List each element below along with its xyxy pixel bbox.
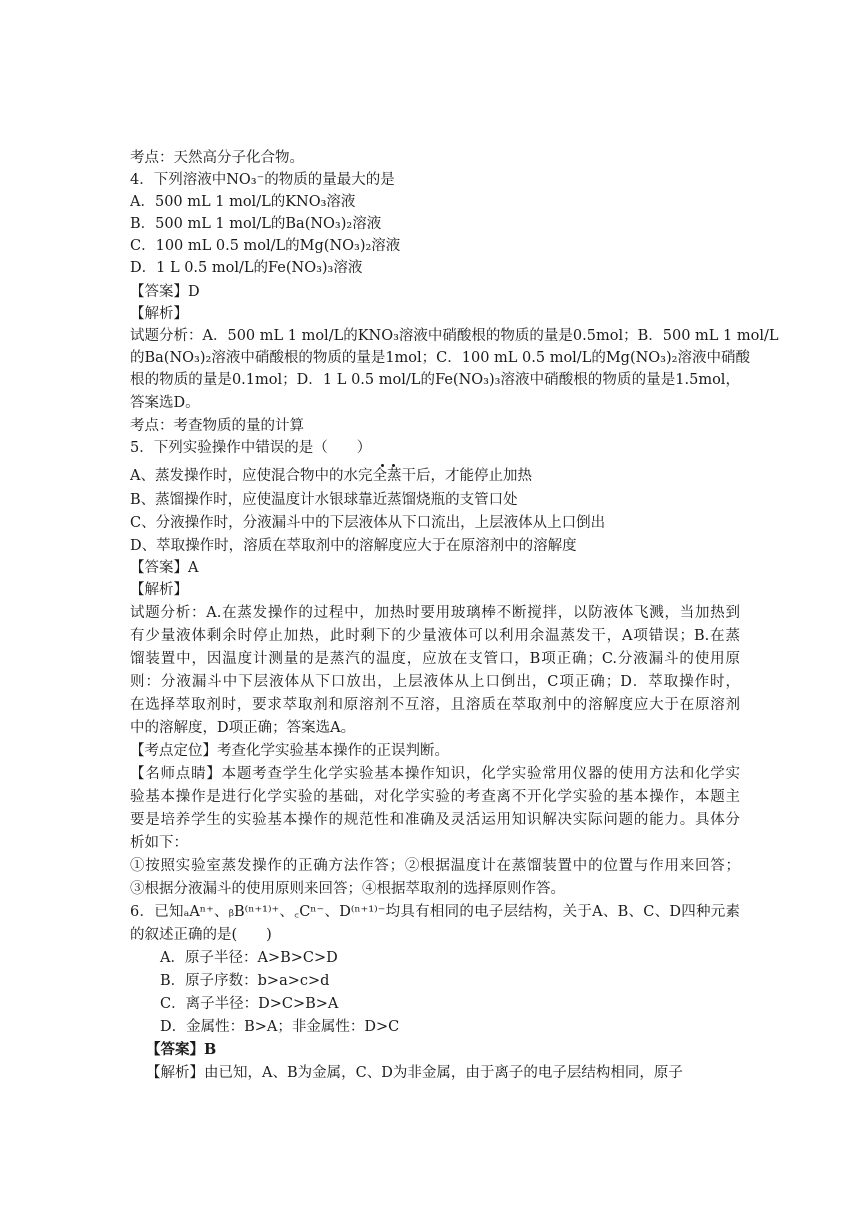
knowledge-point: 考点：考查物质的量的计算 — [130, 418, 304, 434]
analysis-label: 【解析】 — [130, 306, 188, 322]
teacher-comment: 验基本操作是进行化学实验的基础，对化学实验的考查离不开化学实验的基本操作，本题主 — [130, 789, 740, 805]
analysis-text: 试题分析：A．500 mL 1 mol/L的KNO₃溶液中硝酸根的物质的量是0.5mol；B．500 mL 1 mol/L — [130, 328, 779, 344]
answer-line: 【答案】A — [130, 560, 199, 576]
question-6-stem: 6．已知ₐAⁿ⁺、ᵦB⁽ⁿ⁺¹⁾⁺、꜀Cⁿ⁻、D⁽ⁿ⁺¹⁾⁻均具有相同的电子层结构，关于A、B、C、D四种元素 — [130, 904, 740, 920]
option-b: B、蒸馏操作时，应使温度计水银球靠近蒸馏烧瓶的支管口处 — [130, 492, 518, 508]
analysis-text: 的Ba(NO₃)₂溶液中硝酸根的物质的量是1mol；C．100 mL 0.5 mol/L的Mg(NO₃)₂溶液中硝酸 — [130, 350, 750, 366]
analysis-text: 则：分液漏斗中下层液体从下口放出，上层液体从上口倒出，C项正确；D．萃取操作时， — [130, 674, 740, 690]
teacher-comment: 【名师点睛】本题考查学生化学实验基本操作知识，化学实验常用仪器的使用方法和化学实 — [130, 766, 740, 782]
option-a: A．500 mL 1 mol/L的KNO₃溶液 — [130, 194, 356, 210]
option-b: B．500 mL 1 mol/L的Ba(NO₃)₂溶液 — [130, 216, 382, 232]
analysis-text: 【解析】由已知，A、B为金属，C、D为非金属，由于离子的电子层结构相同，原子 — [146, 1065, 683, 1081]
option-b: B．原子序数：b>a>c>d — [160, 973, 330, 989]
question-5-stem: 5．下列实验操作中错误的是（ ） — [130, 440, 372, 456]
option-a: A、蒸发操作时，应使混合物中的水完全蒸干后，才能停止加热 — [130, 468, 532, 484]
answer-line: 【答案】D — [130, 284, 200, 300]
exam-point: 【考点定位】考查化学实验基本操作的正误判断。 — [130, 743, 449, 759]
question-6-stem: 的叙述正确的是( ) — [130, 927, 272, 943]
option-d: D．1 L 0.5 mol/L的Fe(NO₃)₃溶液 — [130, 260, 363, 276]
option-d: D、萃取操作时，溶质在萃取剂中的溶解度应大于在原溶剂中的溶解度 — [130, 538, 577, 554]
analysis-text: 答案选D。 — [130, 395, 200, 411]
analysis-text: 有少量液体剩余时停止加热，此时剩下的少量液体可以利用余温蒸发干，A项错误；B.在蒸 — [130, 628, 740, 644]
teacher-comment: ③根据分液漏斗的使用原则来回答；④根据萃取剂的选择原则作答。 — [130, 881, 565, 897]
analysis-label: 【解析】 — [130, 582, 188, 598]
question-4-stem: 4．下列溶液中NO₃⁻的物质的量最大的是 — [130, 172, 395, 188]
teacher-comment: 要是培养学生的实验基本操作的规范性和准确及灵活运用知识解决实际问题的能力。具体分 — [130, 812, 740, 828]
option-d: D．金属性：B>A；非金属性：D>C — [160, 1019, 400, 1035]
text-line: 考点：天然高分子化合物。 — [130, 150, 304, 166]
analysis-text: 根的物质的量是0.1mol；D．1 L 0.5 mol/L的Fe(NO₃)₃溶液中硝酸根的物质的量是1.5mol， — [130, 372, 740, 388]
analysis-text: 馏装置中，因温度计测量的是蒸汽的温度，应放在支管口，B项正确；C.分液漏斗的使用原 — [130, 651, 740, 667]
option-a: A．原子半径：A>B>C>D — [160, 950, 338, 966]
answer-line: 【答案】B — [146, 1041, 217, 1058]
teacher-comment: ①按照实验室蒸发操作的正确方法作答；②根据温度计在蒸馏装置中的位置与作用来回答； — [130, 858, 740, 874]
teacher-comment: 析如下： — [130, 835, 188, 851]
option-c: C、分液操作时，分液漏斗中的下层液体从下口流出，上层液体从上口倒出 — [130, 515, 606, 531]
analysis-text: 中的溶解度，D项正确；答案选A。 — [130, 720, 356, 736]
analysis-text: 在选择萃取剂时，要求萃取剂和原溶剂不互溶，且溶质在萃取剂中的溶解度应大于在原溶剂 — [130, 697, 740, 713]
option-c: C．100 mL 0.5 mol/L的Mg(NO₃)₂溶液 — [130, 238, 401, 254]
analysis-text: 试题分析：A.在蒸发操作的过程中，加热时要用玻璃棒不断搅拌，以防液体飞溅，当加热到 — [130, 605, 740, 621]
option-c: C．离子半径：D>C>B>A — [160, 996, 339, 1012]
